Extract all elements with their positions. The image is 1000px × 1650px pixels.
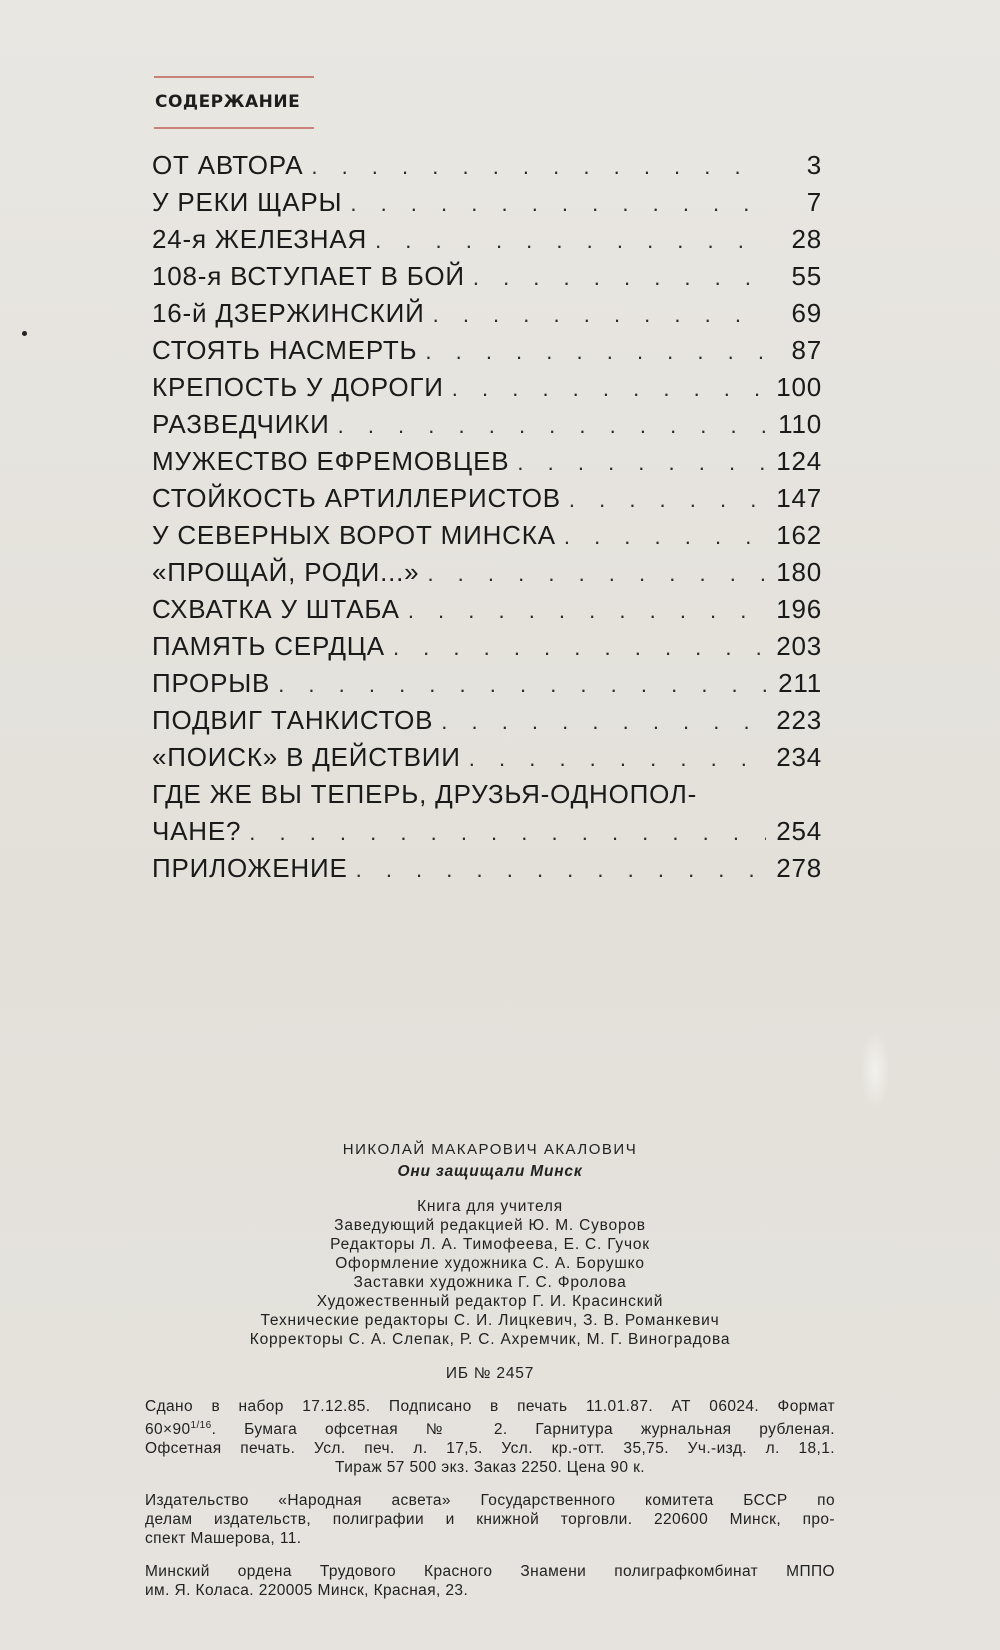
colophon xyxy=(145,1140,835,1600)
toc-entry-title: МУЖЕСТВО ЕФРЕМОВЦЕВ xyxy=(152,446,510,476)
toc-leader-dots xyxy=(427,561,766,587)
toc-leader-dots xyxy=(433,302,766,328)
printer-line: им. Я. Коласа. 220005 Минск, Красная, 23. xyxy=(145,1582,469,1600)
toc-entry xyxy=(152,261,822,298)
ink-speck xyxy=(22,331,27,336)
toc-entry-page: 69 xyxy=(791,298,822,328)
toc-entry-page: 110 xyxy=(778,409,822,439)
toc-entry xyxy=(152,816,822,853)
toc-entry-page: 28 xyxy=(791,224,822,254)
table-of-contents xyxy=(152,150,822,890)
toc-leader-dots xyxy=(452,376,766,402)
toc-entry xyxy=(152,483,822,520)
credit-line: Технические редакторы С. И. Лицкевич, З. В. Романкевич xyxy=(260,1312,720,1329)
toc-entry-page: 3 xyxy=(806,150,822,180)
toc-entry-page: 196 xyxy=(776,594,822,624)
toc-entry-title: КРЕПОСТЬ У ДОРОГИ xyxy=(152,372,444,402)
toc-entry-page: 124 xyxy=(776,446,822,476)
toc-entry-title: СТОЙКОСТЬ АРТИЛЛЕРИСТОВ xyxy=(152,483,561,513)
credit-line: Художественный редактор Г. И. Красинский xyxy=(316,1293,664,1310)
toc-entry-title: СТОЯТЬ НАСМЕРТЬ xyxy=(152,335,418,365)
toc-entry-title: ОТ АВТОРА xyxy=(152,150,304,180)
toc-entry-page: 55 xyxy=(791,261,822,291)
toc-leader-dots xyxy=(350,191,766,217)
toc-entry xyxy=(152,520,822,557)
toc-entry-page: 7 xyxy=(806,187,822,217)
credit-line: Книга для учителя xyxy=(417,1198,563,1215)
toc-entry-title: ГДЕ ЖЕ ВЫ ТЕПЕРЬ, ДРУЗЬЯ-ОДНОПОЛ- xyxy=(152,779,698,809)
toc-entry xyxy=(152,372,822,409)
toc-leader-dots xyxy=(469,746,766,772)
toc-entry xyxy=(152,668,822,705)
ib-number: ИБ № 2457 xyxy=(445,1365,535,1382)
print-details xyxy=(145,1397,835,1477)
format-sup: 1/16 xyxy=(190,1420,212,1431)
print-line: Офсетная печать. Усл. печ. л. 17,5. Усл. кр.-отт. 35,75. Уч.-изд. л. 18,1. xyxy=(145,1440,835,1458)
toc-leader-dots xyxy=(441,709,766,735)
toc-entry-title: У РЕКИ ЩАРЫ xyxy=(152,187,343,217)
toc-entry-title: РАЗВЕДЧИКИ xyxy=(152,409,330,439)
toc-entry-page: 278 xyxy=(776,853,822,883)
book-title: Они защищали Минск xyxy=(397,1163,583,1180)
toc-leader-dots xyxy=(393,635,766,661)
toc-entry-page: 100 xyxy=(776,372,822,402)
toc-entry-page: 211 xyxy=(778,668,822,698)
toc-entry-page: 162 xyxy=(776,520,822,550)
printer-info xyxy=(145,1562,835,1600)
toc-leader-dots xyxy=(356,857,766,883)
print-line: Тираж 57 500 экз. Заказ 2250. Цена 90 к. xyxy=(335,1459,645,1477)
toc-entry xyxy=(152,742,822,779)
publisher-info xyxy=(145,1491,835,1548)
toc-entry-page: 203 xyxy=(776,631,822,661)
toc-leader-dots xyxy=(249,820,766,846)
toc-entry xyxy=(152,409,822,446)
toc-entry-title: СХВАТКА У ШТАБА xyxy=(152,594,400,624)
toc-leader-dots xyxy=(278,672,766,698)
credit-line: Заведующий редакцией Ю. М. Суворов xyxy=(334,1217,646,1234)
credit-line: Заставки художника Г. С. Фролова xyxy=(353,1274,627,1291)
toc-leader-dots xyxy=(338,413,766,439)
toc-entry xyxy=(152,779,822,816)
toc-entry-title: ПРОРЫВ xyxy=(152,668,271,698)
toc-entry xyxy=(152,150,822,187)
toc-entry-title: 16-й ДЗЕРЖИНСКИЙ xyxy=(152,298,425,328)
toc-entry-title: ПАМЯТЬ СЕРДЦА xyxy=(152,631,385,661)
print-line xyxy=(145,1416,835,1439)
contents-heading: СОДЕРЖАНИЕ xyxy=(155,92,301,112)
toc-entry xyxy=(152,446,822,483)
toc-leader-dots xyxy=(517,450,766,476)
toc-entry-title: «ПРОЩАЙ, РОДИ...» xyxy=(152,557,420,587)
toc-entry-title: У СЕВЕРНЫХ ВОРОТ МИНСКА xyxy=(152,520,556,550)
toc-entry xyxy=(152,335,822,372)
toc-entry-page: 147 xyxy=(776,483,822,513)
toc-entry xyxy=(152,224,822,261)
publisher-line: делам издательств, полиграфии и книжной торговли. 220600 Минск, про- xyxy=(145,1511,835,1529)
toc-entry xyxy=(152,187,822,224)
publisher-line: Издательство «Народная асвета» Государственного комитета БССР по xyxy=(145,1492,835,1510)
credit-line: Оформление художника С. А. Борушко xyxy=(335,1255,645,1272)
credits-block xyxy=(145,1197,835,1349)
toc-entry xyxy=(152,705,822,742)
toc-entry-title: ПОДВИГ ТАНКИСТОВ xyxy=(152,705,434,735)
format-main: 60×90 xyxy=(145,1421,191,1439)
paper-scuff xyxy=(860,1030,890,1110)
toc-leader-dots xyxy=(473,265,766,291)
credit-line: Корректоры С. А. Слепак, Р. С. Ахремчик, М. Г. Виноградова xyxy=(249,1331,731,1348)
toc-leader-dots xyxy=(408,598,766,624)
toc-entry-page: 87 xyxy=(791,335,822,365)
heading-rule-top xyxy=(154,76,314,78)
credit-line: Редакторы Л. А. Тимофеева, Е. С. Гучок xyxy=(330,1236,650,1253)
toc-leader-dots xyxy=(375,228,766,254)
toc-entry xyxy=(152,298,822,335)
toc-leader-dots xyxy=(564,524,766,550)
toc-entry-page: 254 xyxy=(776,816,822,846)
heading-rule-bottom xyxy=(154,127,314,129)
toc-entry-title: ПРИЛОЖЕНИЕ xyxy=(152,853,348,883)
toc-entry xyxy=(152,853,822,890)
toc-entry xyxy=(152,594,822,631)
publisher-line: спект Машерова, 11. xyxy=(145,1530,302,1548)
toc-entry-title: 24-я ЖЕЛЕЗНАЯ xyxy=(152,224,368,254)
toc-entry-page: 223 xyxy=(776,705,822,735)
toc-entry-title: 108-я ВСТУПАЕТ В БОЙ xyxy=(152,261,465,291)
toc-entry-page: 180 xyxy=(776,557,822,587)
print-line-rest: . Бумага офсетная № 2. Гарнитура журнальная рубленая. xyxy=(211,1421,835,1439)
toc-leader-dots xyxy=(569,487,766,513)
toc-entry xyxy=(152,631,822,668)
toc-entry-title: «ПОИСК» В ДЕЙСТВИИ xyxy=(152,742,461,772)
toc-leader-dots xyxy=(311,154,766,180)
print-line: Сдано в набор 17.12.85. Подписано в печать 11.01.87. АТ 06024. Формат xyxy=(145,1398,835,1415)
author-name: НИКОЛАЙ МАКАРОВИЧ АКАЛОВИЧ xyxy=(342,1141,638,1158)
toc-entry xyxy=(152,557,822,594)
toc-entry-page: 234 xyxy=(776,742,822,772)
toc-entry-title: ЧАНЕ? xyxy=(152,816,242,846)
printer-line: Минский ордена Трудового Красного Знамени полиграфкомбинат МППО xyxy=(145,1563,835,1581)
toc-leader-dots xyxy=(425,339,766,365)
